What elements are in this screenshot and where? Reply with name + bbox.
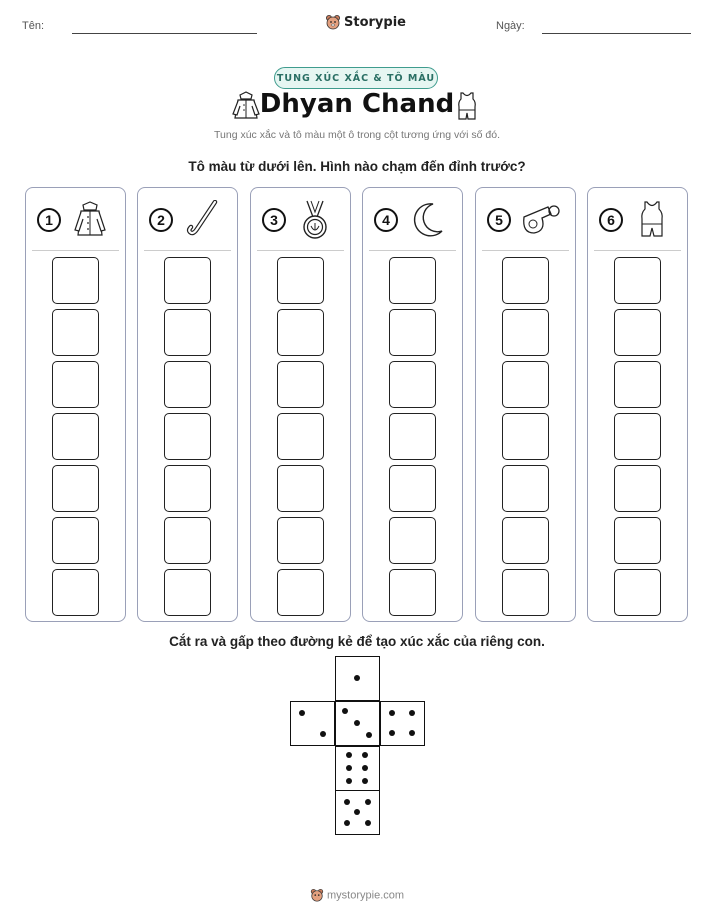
die-pip <box>344 820 350 826</box>
date-field-line[interactable] <box>542 33 691 34</box>
page-title: Dhyan Chand <box>259 89 455 119</box>
column-1 <box>25 187 126 622</box>
column-number: 2 <box>149 208 173 232</box>
activity-badge: TUNG XÚC XẮC & TÔ MÀU <box>274 67 438 89</box>
color-cell[interactable] <box>277 413 324 460</box>
die-pip <box>365 820 371 826</box>
column-3 <box>250 187 351 622</box>
brand-name: Storypie <box>344 14 406 30</box>
column-divider <box>594 250 681 251</box>
die-pip <box>346 778 352 784</box>
color-cell[interactable] <box>52 569 99 616</box>
name-field-line[interactable] <box>72 33 257 34</box>
color-cell[interactable] <box>277 309 324 356</box>
die-pip <box>354 720 360 726</box>
color-cell[interactable] <box>614 361 661 408</box>
color-cell[interactable] <box>502 309 549 356</box>
color-cell[interactable] <box>614 309 661 356</box>
color-cell[interactable] <box>389 465 436 512</box>
die-pip <box>342 708 348 714</box>
color-cell[interactable] <box>389 309 436 356</box>
color-cell[interactable] <box>164 517 211 564</box>
coat-icon <box>73 201 107 239</box>
footer-url: mystorypie.com <box>327 889 405 902</box>
color-cell[interactable] <box>277 569 324 616</box>
die-face <box>335 746 380 791</box>
color-cell[interactable] <box>277 517 324 564</box>
die-face <box>335 790 380 835</box>
column-number: 1 <box>37 208 61 232</box>
color-cell[interactable] <box>502 517 549 564</box>
column-5 <box>475 187 576 622</box>
color-cell[interactable] <box>502 361 549 408</box>
die-pip <box>389 710 395 716</box>
column-divider <box>32 250 119 251</box>
color-cell[interactable] <box>389 257 436 304</box>
die-pip <box>299 710 305 716</box>
singlet-icon <box>638 200 666 240</box>
die-pip <box>362 765 368 771</box>
bear-logo-icon <box>310 888 324 903</box>
die-pip <box>346 765 352 771</box>
color-cell[interactable] <box>164 413 211 460</box>
color-cell[interactable] <box>164 309 211 356</box>
column-number: 5 <box>487 208 511 232</box>
die-face <box>380 701 425 746</box>
color-cell[interactable] <box>614 465 661 512</box>
color-cell[interactable] <box>502 257 549 304</box>
color-cell[interactable] <box>614 413 661 460</box>
singlet-icon <box>455 91 479 123</box>
die-pip <box>366 732 372 738</box>
color-cell[interactable] <box>164 361 211 408</box>
die-pip <box>354 675 360 681</box>
color-cell[interactable] <box>52 465 99 512</box>
die-pip <box>389 730 395 736</box>
color-cell[interactable] <box>389 517 436 564</box>
die-face <box>335 701 380 746</box>
column-divider <box>482 250 569 251</box>
footer <box>0 888 714 903</box>
die-pip <box>354 809 360 815</box>
column-4 <box>362 187 463 622</box>
name-label: Tên: <box>22 20 45 32</box>
color-cell[interactable] <box>52 517 99 564</box>
die-face <box>335 656 380 701</box>
die-pip <box>365 799 371 805</box>
color-cell[interactable] <box>389 413 436 460</box>
color-cell[interactable] <box>502 569 549 616</box>
column-number: 6 <box>599 208 623 232</box>
die-pip <box>362 752 368 758</box>
medal-icon <box>301 199 329 241</box>
bear-logo-icon <box>325 14 341 31</box>
page-subtitle: Tung xúc xắc và tô màu một ô trong cột tương ứng với số đó. <box>214 129 500 141</box>
color-cell[interactable] <box>614 517 661 564</box>
color-cell[interactable] <box>502 413 549 460</box>
column-divider <box>144 250 231 251</box>
brand-logo <box>325 12 406 32</box>
color-cell[interactable] <box>389 569 436 616</box>
instruction-top: Tô màu từ dưới lên. Hình nào chạm đến đỉnh trước? <box>188 159 526 174</box>
column-divider <box>369 250 456 251</box>
color-cell[interactable] <box>164 569 211 616</box>
whistle-icon <box>518 203 562 237</box>
die-pip <box>344 799 350 805</box>
color-cell[interactable] <box>502 465 549 512</box>
color-cell[interactable] <box>389 361 436 408</box>
column-number: 3 <box>262 208 286 232</box>
color-cell[interactable] <box>52 257 99 304</box>
die-face <box>290 701 335 746</box>
color-cell[interactable] <box>52 413 99 460</box>
column-2 <box>137 187 238 622</box>
column-6 <box>587 187 688 622</box>
instruction-bottom: Cắt ra và gấp theo đường kẻ để tạo xúc xắc của riêng con. <box>169 634 545 649</box>
column-number: 4 <box>374 208 398 232</box>
color-cell[interactable] <box>277 361 324 408</box>
die-pip <box>409 730 415 736</box>
die-pip <box>320 731 326 737</box>
date-label: Ngày: <box>496 20 525 32</box>
color-cell[interactable] <box>614 569 661 616</box>
color-cell[interactable] <box>277 465 324 512</box>
color-cell[interactable] <box>164 465 211 512</box>
moon-icon <box>411 201 445 239</box>
die-pip <box>362 778 368 784</box>
color-cell[interactable] <box>164 257 211 304</box>
die-pip <box>346 752 352 758</box>
color-cell[interactable] <box>614 257 661 304</box>
die-pip <box>409 710 415 716</box>
color-cell[interactable] <box>52 361 99 408</box>
color-cell[interactable] <box>277 257 324 304</box>
color-cell[interactable] <box>52 309 99 356</box>
column-divider <box>257 250 344 251</box>
hockey-stick-icon <box>185 200 219 240</box>
